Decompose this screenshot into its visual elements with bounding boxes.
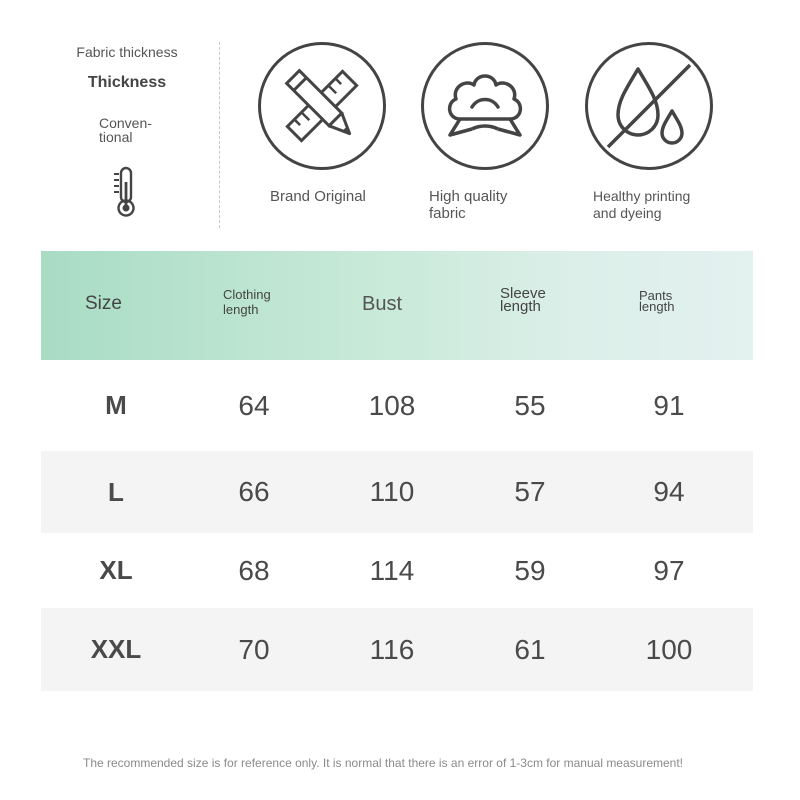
cell-pants-length: 97 <box>653 554 685 586</box>
table-row <box>41 451 753 533</box>
cotton-icon <box>421 42 549 170</box>
cell-bust: 110 <box>369 476 415 507</box>
table-header-row <box>41 251 753 360</box>
section-divider <box>219 42 220 228</box>
cell-size: M <box>105 390 127 420</box>
cell-sleeve-length: 61 <box>514 633 546 665</box>
no-dye-drops-icon <box>585 42 713 170</box>
cell-pants-length: 94 <box>653 476 685 507</box>
header-size: Size <box>85 293 122 314</box>
cell-bust: 116 <box>369 633 415 665</box>
ruler-pencil-icon <box>258 42 386 170</box>
header-pants-length: Pants length <box>639 288 675 314</box>
thickness-value-text: Conven- tional <box>99 115 152 145</box>
cell-clothing-length: 68 <box>238 554 270 586</box>
cell-size: XXL <box>90 634 142 664</box>
table-row <box>41 608 753 691</box>
cell-sleeve-length: 59 <box>514 554 546 586</box>
cell-bust: 114 <box>369 554 415 586</box>
measurement-disclaimer: The recommended size is for reference only. It is normal that there is an error of 1-3cm for manual measurement! <box>82 756 684 770</box>
size-table <box>41 251 753 691</box>
feature-brand-original <box>258 42 398 205</box>
cell-clothing-length: 64 <box>238 389 270 421</box>
cell-bust: 108 <box>368 389 416 421</box>
feature-healthy-printing-dyeing <box>585 42 725 222</box>
thickness-heading: Thickness <box>87 74 167 91</box>
table-row <box>41 360 753 451</box>
fabric-thickness-block <box>52 42 202 145</box>
header-clothing-length: Clothing length <box>223 287 271 317</box>
cell-sleeve-length: 55 <box>514 389 546 421</box>
thickness-value <box>99 116 179 144</box>
header-bust: Bust <box>362 293 403 315</box>
cell-clothing-length: 70 <box>238 633 270 665</box>
feature-label: Healthy printing and dyeing <box>593 188 691 221</box>
table-row <box>41 533 753 608</box>
header-sleeve-length: Sleeve length <box>500 285 546 315</box>
feature-high-quality-fabric <box>421 42 561 222</box>
cell-clothing-length: 66 <box>238 476 270 507</box>
fabric-thickness-label: Fabric thickness <box>76 44 178 60</box>
feature-label: Brand Original <box>270 188 366 205</box>
cell-sleeve-length: 57 <box>514 476 546 507</box>
thermometer-icon <box>112 166 140 223</box>
cell-size: L <box>108 476 124 507</box>
cell-size: XL <box>99 555 133 585</box>
cell-pants-length: 100 <box>645 633 693 665</box>
cell-pants-length: 91 <box>653 389 685 421</box>
feature-label: High quality fabric <box>429 188 508 222</box>
